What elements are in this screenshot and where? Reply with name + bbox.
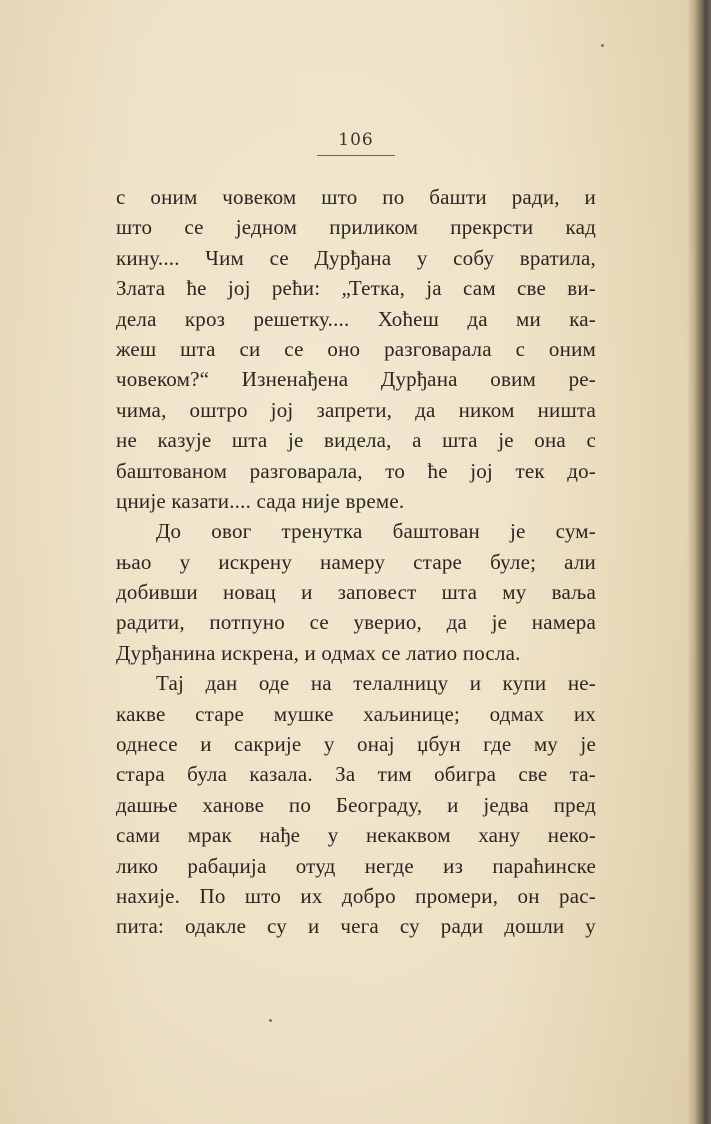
text-line: добивши новац и заповест шта му ваља [116,580,596,605]
text-line: чима, оштро јој запрети, да ником ништа [116,397,596,422]
text-line: Тај дан оде на телалницу и купи не- [156,671,596,696]
text-line: с оним човеком што по башти ради, и [116,185,596,209]
text-line: не казује шта је видела, а шта је она с [116,428,596,453]
text-line: лико рабаџија отуд негде из параћинске [116,853,596,878]
text-line: дашње ханове по Београду, и једва пред [116,792,596,817]
text-line: Дурђанина искрена, и одмах се латио посла. [116,640,521,665]
text-line: какве старе мушке хаљинице; одмах их [116,701,596,726]
text-line: њао у искрену намеру старе буле; али [116,549,596,574]
paper-speck [601,44,604,47]
paper-speck [269,1019,272,1022]
book-spine [693,0,711,1124]
text-line: човеком?“ Изненађена Дурђана овим ре- [116,367,596,392]
text-line: нахије. По што их добро промери, он рас- [116,883,596,908]
page-number: 106 [338,130,374,150]
text-line: кину.... Чим се Дурђана у собу вратила, [116,245,596,270]
text-line: сами мрак нађе у некаквом хану неко- [116,823,596,848]
text-line: До овог тренутка баштован је сум- [156,519,596,544]
text-line: дела кроз решетку.... Хоћеш да ми ка- [116,306,596,331]
text-line: однесе и сакрије у онај џбун где му је [116,732,596,757]
text-line: што се једном приликом прекрсти кад [116,215,596,240]
body-text [116,182,596,942]
text-line: Злата ће јој рећи: „Тетка, ја сам све ви- [116,276,596,301]
page-number-rule [317,155,395,156]
text-line: цније казати.... сада није време. [116,488,405,513]
text-line: радити, потпуно се уверио, да је намера [116,610,596,635]
text-line: стара була казала. За тим обигра све та- [116,762,596,787]
text-line: баштованом разговарала, то ће јој тек до- [116,458,596,483]
text-line: жеш шта си се оно разговарала с оним [116,336,596,361]
text-line: пита: одакле су и чега су ради дошли у [116,914,596,939]
